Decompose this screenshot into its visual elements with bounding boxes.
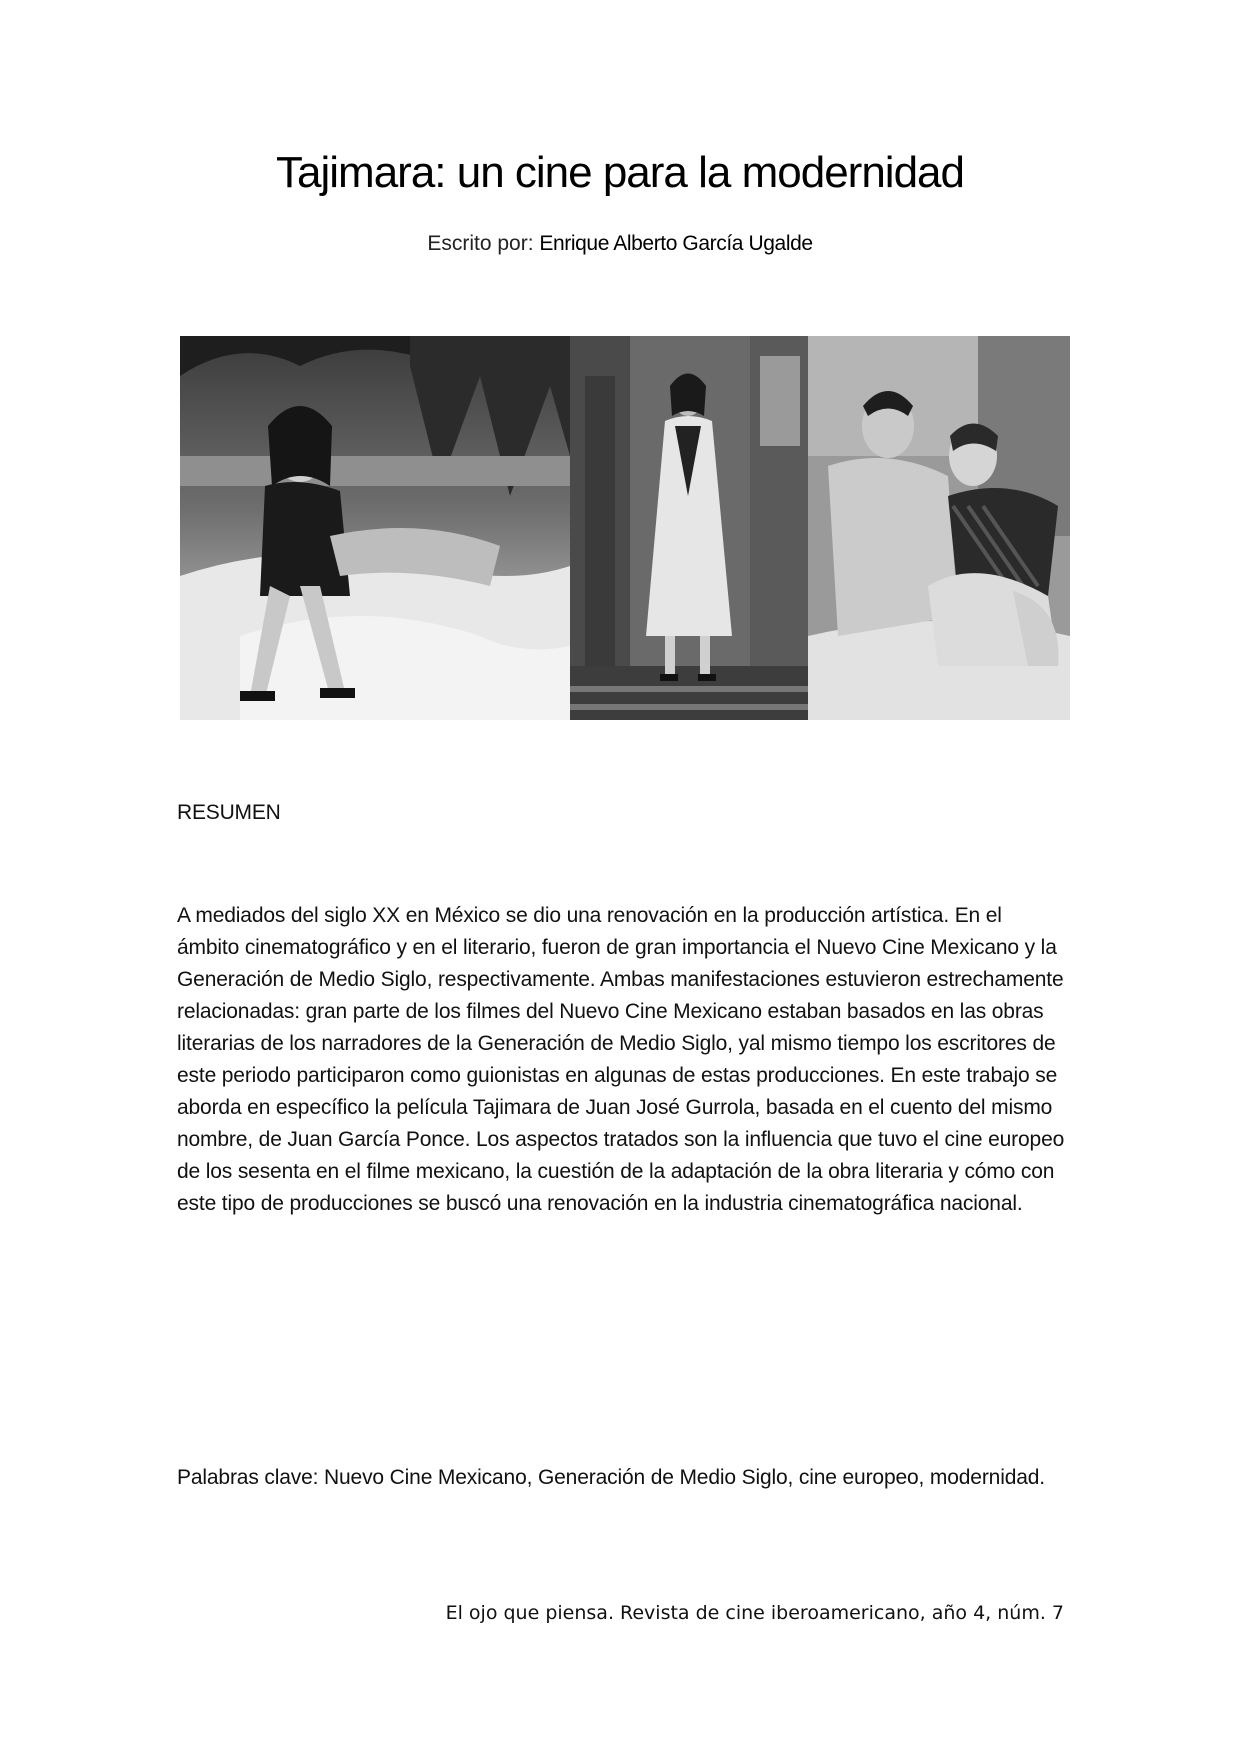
abstract-heading: RESUMEN — [177, 801, 281, 824]
film-still-couple-embracing — [808, 336, 1070, 720]
film-still-woman-on-bed — [180, 336, 570, 720]
keywords-text: Palabras clave: Nuevo Cine Mexicano, Generación de Medio Siglo, cine europeo, modernidad. — [177, 1466, 1045, 1489]
byline-prefix: Escrito por: — [427, 232, 534, 255]
page-title: Tajimara: un cine para la modernidad — [276, 148, 964, 197]
header-photo-strip — [180, 336, 1070, 720]
journal-footer: El ojo que piensa. Revista de cine iberoamericano, año 4, núm. 7 — [445, 1602, 1064, 1624]
film-still-woman-in-coat — [570, 336, 808, 720]
byline — [0, 232, 1240, 256]
author-name: Enrique Alberto García Ugalde — [539, 232, 813, 255]
abstract-text: A mediados del siglo XX en México se dio una renovación en la producción artística. En el ámbito cinematográfico y en el literario, fueron de gran importancia el Nuevo Cine Mexicano y la Generación de Medio Siglo, respectivamente. Ambas manifestaciones estuvieron estrechamente relacionadas: gran parte de los filmes del Nuevo Cine Mexicano estaban basados en las obras literarias de los narradores de la Generación de Medio Siglo, yal mismo tiempo los escritores de este periodo participaron como guionistas en algunas de estas producciones. En este trabajo se aborda en específico la película Tajimara de Juan José Gurrola, basada en el cuento del mismo nombre, de Juan García Ponce. Los aspectos tratados son la influencia que tuvo el cine europeo de los sesenta en el filme mexicano, la cuestión de la adaptación de la obra literaria y cómo con este tipo de producciones se buscó una renovación en la industria cinematográfica nacional. — [177, 904, 1065, 1215]
